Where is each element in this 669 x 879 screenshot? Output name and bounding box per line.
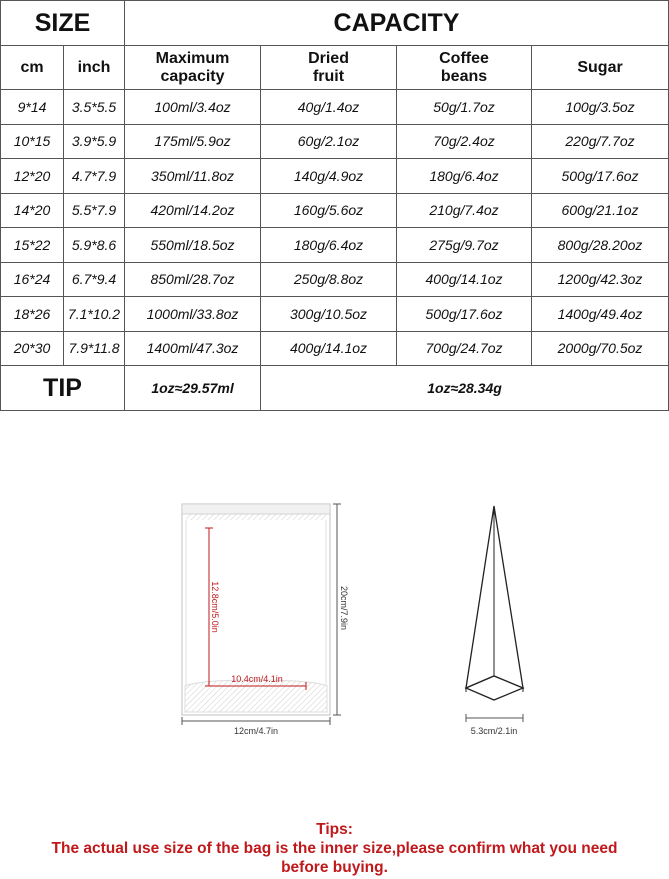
cell-cm: 20*30	[1, 331, 64, 366]
cell-cm: 16*24	[1, 262, 64, 297]
col-header-coffee-beans-label: Coffee beans	[439, 49, 489, 85]
cell-sugar: 1200g/42.3oz	[532, 262, 669, 297]
cell-coffee-beans: 700g/24.7oz	[397, 331, 532, 366]
table-row	[1, 228, 669, 263]
cell-max-capacity: 420ml/14.2oz	[125, 193, 261, 228]
tips-line-1: The actual use size of the bag is the inner size,please confirm what you need	[51, 840, 618, 857]
capacity-table	[0, 0, 669, 411]
cell-cm: 18*26	[1, 297, 64, 332]
capacity-header: CAPACITY	[125, 1, 669, 46]
cell-coffee-beans: 400g/14.1oz	[397, 262, 532, 297]
gusset-width-label: 5.3cm/2.1in	[470, 726, 518, 736]
tip-ml: 1oz≈29.57ml	[125, 366, 261, 411]
cell-sugar: 1400g/49.4oz	[532, 297, 669, 332]
tips-note	[0, 820, 669, 877]
col-header-inch: inch	[64, 46, 125, 90]
seal-band	[186, 514, 326, 520]
cell-sugar: 800g/28.20oz	[532, 228, 669, 263]
table-row	[1, 331, 669, 366]
col-header-cm: cm	[1, 46, 64, 90]
cell-dried-fruit: 60g/2.1oz	[261, 124, 397, 159]
cell-coffee-beans: 210g/7.4oz	[397, 193, 532, 228]
cell-max-capacity: 550ml/18.5oz	[125, 228, 261, 263]
cell-cm: 9*14	[1, 90, 64, 125]
tip-g: 1oz≈28.34g	[261, 366, 669, 411]
cell-coffee-beans: 275g/9.7oz	[397, 228, 532, 263]
cell-inch: 7.9*11.8	[64, 331, 125, 366]
cell-max-capacity: 175ml/5.9oz	[125, 124, 261, 159]
col-header-max-capacity-label: Maximum capacity	[155, 49, 230, 85]
cell-inch: 3.5*5.5	[64, 90, 125, 125]
tips-line-2: before buying.	[281, 859, 388, 876]
cell-inch: 6.7*9.4	[64, 262, 125, 297]
col-header-sugar: Sugar	[532, 46, 669, 90]
cell-max-capacity: 100ml/3.4oz	[125, 90, 261, 125]
cell-cm: 10*15	[1, 124, 64, 159]
tips-title: Tips:	[316, 821, 353, 838]
cell-coffee-beans: 500g/17.6oz	[397, 297, 532, 332]
cell-coffee-beans: 180g/6.4oz	[397, 159, 532, 194]
size-header: SIZE	[1, 1, 125, 46]
bag-front-view	[182, 504, 349, 736]
cell-dried-fruit: 40g/1.4oz	[261, 90, 397, 125]
cell-cm: 15*22	[1, 228, 64, 263]
cell-dried-fruit: 400g/14.1oz	[261, 331, 397, 366]
cell-cm: 14*20	[1, 193, 64, 228]
table-body	[1, 90, 669, 366]
cell-dried-fruit: 300g/10.5oz	[261, 297, 397, 332]
cell-max-capacity: 1000ml/33.8oz	[125, 297, 261, 332]
cell-sugar: 2000g/70.5oz	[532, 331, 669, 366]
cell-sugar: 500g/17.6oz	[532, 159, 669, 194]
cell-inch: 5.9*8.6	[64, 228, 125, 263]
outer-height-label: 20cm/7.9in	[339, 585, 349, 631]
cell-max-capacity: 350ml/11.8oz	[125, 159, 261, 194]
bag-dimension-diagram	[0, 490, 669, 750]
outer-width-label: 12cm/4.7in	[233, 726, 279, 736]
cell-dried-fruit: 140g/4.9oz	[261, 159, 397, 194]
cell-dried-fruit: 250g/8.8oz	[261, 262, 397, 297]
cell-inch: 7.1*10.2	[64, 297, 125, 332]
cell-sugar: 600g/21.1oz	[532, 193, 669, 228]
bag-side-view	[466, 506, 523, 736]
cell-dried-fruit: 180g/6.4oz	[261, 228, 397, 263]
cell-coffee-beans: 70g/2.4oz	[397, 124, 532, 159]
cell-sugar: 100g/3.5oz	[532, 90, 669, 125]
col-header-max-capacity	[125, 46, 261, 90]
table-row	[1, 262, 669, 297]
col-header-coffee-beans	[397, 46, 532, 90]
cell-inch: 5.5*7.9	[64, 193, 125, 228]
cell-cm: 12*20	[1, 159, 64, 194]
table-row	[1, 193, 669, 228]
zipper-strip	[182, 504, 330, 514]
cell-sugar: 220g/7.7oz	[532, 124, 669, 159]
tip-label: TIP	[1, 366, 125, 411]
cell-coffee-beans: 50g/1.7oz	[397, 90, 532, 125]
table-row	[1, 124, 669, 159]
cell-max-capacity: 850ml/28.7oz	[125, 262, 261, 297]
cell-inch: 3.9*5.9	[64, 124, 125, 159]
table-row	[1, 297, 669, 332]
cell-inch: 4.7*7.9	[64, 159, 125, 194]
cell-max-capacity: 1400ml/47.3oz	[125, 331, 261, 366]
col-header-dried-fruit	[261, 46, 397, 90]
cell-dried-fruit: 160g/5.6oz	[261, 193, 397, 228]
table-row	[1, 159, 669, 194]
col-header-dried-fruit-label: Dried fruit	[308, 49, 349, 85]
inner-width-label: 10.4cm/4.1in	[231, 674, 283, 684]
inner-height-label: 12.8cm/5.0in	[210, 581, 220, 633]
table-row	[1, 90, 669, 125]
